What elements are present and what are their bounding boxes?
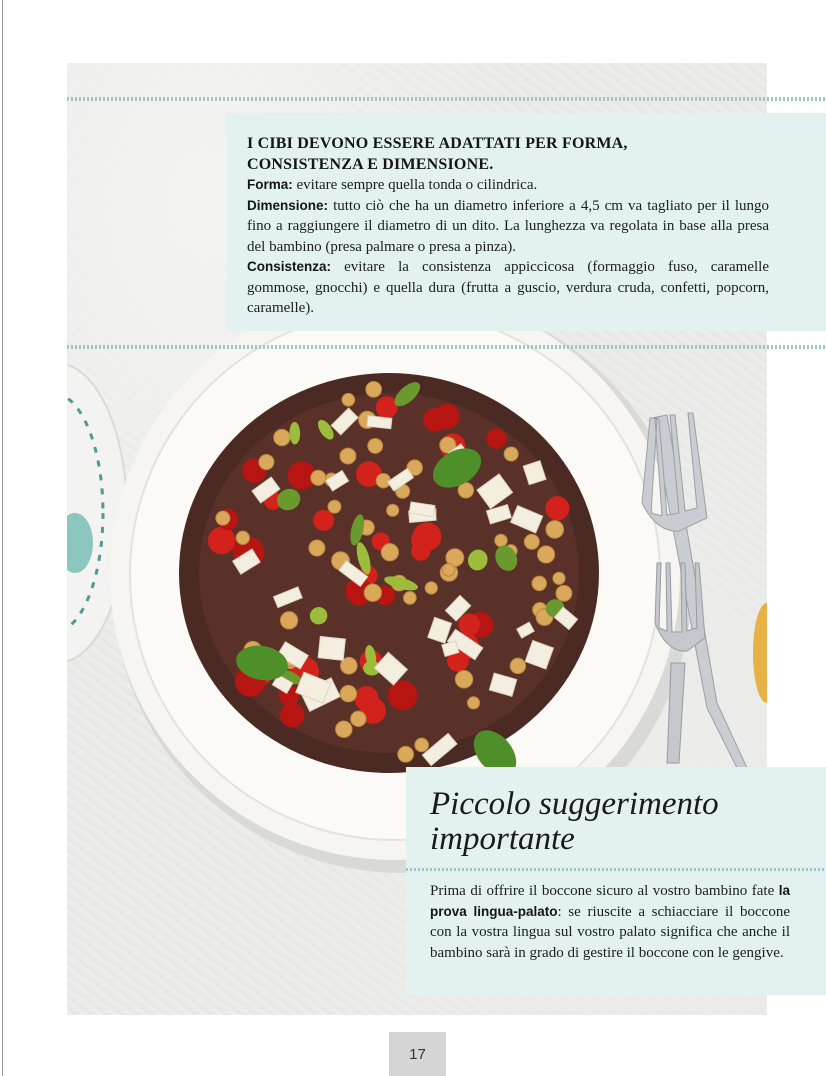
guidelines-heading-line2: CONSISTENZA E DIMENSIONE. xyxy=(247,156,494,173)
tip-body-after: : se riuscite a schiacciare il boccone con la vostra lingua sul vostro palato significa che anche il bambino sarà in grado di gestire il boccone con le gengive. xyxy=(430,903,790,961)
page-edge-line xyxy=(2,0,3,1076)
tip-body-highlight: la prova lingua-palato xyxy=(430,883,790,919)
forma-text: evitare sempre quella tonda o cilindrica. xyxy=(292,177,538,193)
consistenza-paragraph xyxy=(247,257,769,319)
dimensione-paragraph xyxy=(247,196,769,258)
consistenza-term: Consistenza: xyxy=(247,259,332,274)
tip-dotted-divider xyxy=(406,868,826,871)
tip-box xyxy=(406,767,826,995)
dotted-divider-top xyxy=(67,97,826,101)
forma-term: Forma: xyxy=(247,177,293,192)
guidelines-heading-line1: I CIBI DEVONO ESSERE ADATTATI PER FORMA, xyxy=(247,135,628,152)
page-number: 17 xyxy=(389,1032,446,1076)
tip-body-before: Prima di offrire il boccone sicuro al vostro bambino fate xyxy=(430,883,779,899)
forma-paragraph xyxy=(247,175,769,196)
food-guidelines-box xyxy=(226,113,826,331)
consistenza-text: evitare la consistenza appiccicosa (formaggio fuso, caramelle gommose, gnocchi) e quella dura (frutta a guscio, verdura cruda, confetti, popcorn, caramelle). xyxy=(247,259,769,316)
tip-title-line1: Piccolo suggerimento xyxy=(430,786,719,822)
tip-title xyxy=(430,787,790,857)
dotted-divider-middle xyxy=(67,345,826,349)
tip-title-line2: importante xyxy=(430,821,575,857)
dimensione-text: tutto ciò che ha un diametro inferiore a 4,5 cm va tagliato per il lungo fino a raggiungere il diametro di un dito. La lunghezza va regolata in base alla presa del bambino (presa palmare o presa a pinza). xyxy=(247,197,769,255)
tip-body xyxy=(430,881,790,963)
dimensione-term: Dimensione: xyxy=(247,197,329,213)
